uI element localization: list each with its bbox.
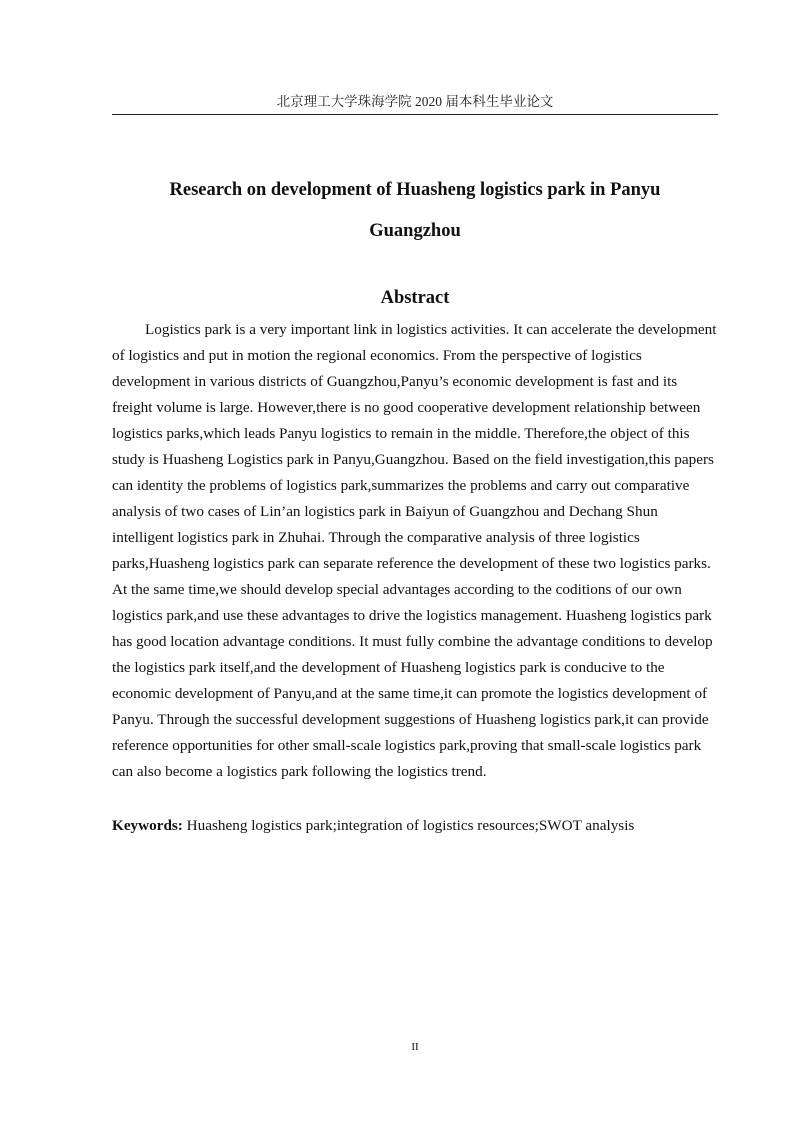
running-header: 北京理工大学珠海学院 2020 届本科生毕业论文 <box>276 94 554 109</box>
keywords-line <box>112 813 718 839</box>
abstract-body: Logistics park is a very important link in logistics activities. It can accelerate the development of logistics and put in motion the regional economics. From the perspective of logistics development in various districts of Guangzhou,Panyu’s economic development is fast and its freight volume is large. However,there is no good cooperative development relationship between logistics parks,which leads Panyu logistics to remain in the middle. Therefore,the object of this study is Huasheng Logistics park in Panyu,Guangzhou. Based on the field investigation,this papers can identity the problems of logistics park,summarizes the problems and carry out comparative analysis of two cases of Lin’an logistics park in Baiyun of Guangzhou and Dechang Shun intelligent logistics park in Zhuhai. Through the comparative analysis of three logistics parks,Huasheng logistics park can separate reference the development of these two logistics parks. At the same time,we should develop special advantages according to the coditions of our own logistics park,and use these advantages to drive the logistics management. Huasheng logistics park has good location advantage conditions. It must fully combine the advantage conditions to develop the logistics park itself,and the development of Huasheng logistics park is conducive to the economic development of Panyu,and at the same time,it can promote the logistics development of Panyu. Through the successful development suggestions of Huasheng logistics park,it can provide reference opportunities for other small-scale logistics park,proving that small-scale logistics park can also become a logistics park following the logistics trend. <box>112 321 717 780</box>
paper-title-line-2: Guangzhou <box>369 221 461 241</box>
keywords-text: Huasheng logistics park;integration of logistics resources;SWOT analysis <box>186 817 635 834</box>
keywords-label: Keywords: <box>112 817 183 834</box>
abstract-heading: Abstract <box>380 288 450 308</box>
header-divider <box>112 114 718 115</box>
page-number: II <box>411 1041 419 1053</box>
paper-title-line-1: Research on development of Huasheng logistics park in Panyu <box>169 180 661 200</box>
